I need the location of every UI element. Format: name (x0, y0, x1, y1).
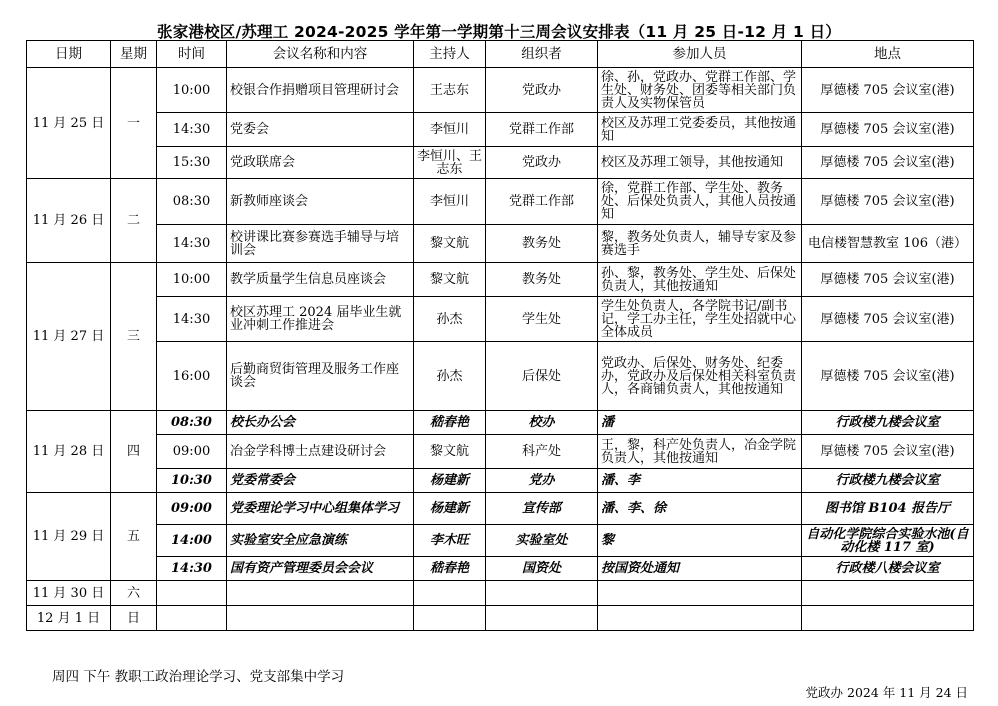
organizer-cell: 国资处 (486, 557, 598, 581)
host-cell: 李恒川 (414, 179, 486, 225)
meeting-name-cell: 校银合作捐赠项目管理研讨会 (227, 68, 414, 113)
organizer-cell: 党政办 (486, 68, 598, 113)
location-cell: 行政楼八楼会议室 (802, 557, 974, 581)
attendees-cell: 校区及苏理工领导，其他按通知 (598, 147, 802, 179)
host-cell: 李恒川、王志东 (414, 147, 486, 179)
time-cell: 14:00 (157, 525, 227, 557)
time-cell: 08:30 (157, 179, 227, 225)
page-title: 张家港校区/苏理工 2024-2025 学年第一学期第十三周会议安排表（11 月 25 日-12 月 1 日） (157, 23, 841, 41)
host-cell: 李恒川 (414, 113, 486, 147)
meeting-name-cell: 教学质量学生信息员座谈会 (227, 263, 414, 297)
attendees-cell: 党政办、后保处、财务处、纪委办，党政办及后保处相关科室负责人，各商铺负责人，其他按通知 (598, 342, 802, 411)
weekday-cell: 六 (111, 581, 157, 606)
weekday-cell: 二 (111, 179, 157, 263)
location-cell: 行政楼九楼会议室 (802, 411, 974, 435)
attendees-cell: 潘、李、徐 (598, 493, 802, 525)
date-cell: 12 月 1 日 (27, 606, 111, 631)
empty-cell (157, 581, 227, 606)
meeting-name-cell: 党委会 (227, 113, 414, 147)
host-cell: 王志东 (414, 68, 486, 113)
empty-cell (227, 581, 414, 606)
time-cell: 09:00 (157, 435, 227, 469)
host-cell: 孙杰 (414, 297, 486, 342)
location-cell: 厚德楼 705 会议室(港) (802, 147, 974, 179)
attendees-cell: 潘 (598, 411, 802, 435)
attendees-cell: 黎 (598, 525, 802, 557)
table-row (27, 606, 974, 631)
organizer-cell: 宣传部 (486, 493, 598, 525)
host-cell: 孙杰 (414, 342, 486, 411)
location-cell: 行政楼九楼会议室 (802, 469, 974, 493)
location-cell: 厚德楼 705 会议室(港) (802, 342, 974, 411)
meeting-name-cell: 党委理论学习中心组集体学习 (227, 493, 414, 525)
table-row (27, 469, 974, 493)
table-row (27, 581, 974, 606)
meeting-name-cell: 冶金学科博士点建设研讨会 (227, 435, 414, 469)
weekday-cell: 一 (111, 68, 157, 179)
table-row (27, 435, 974, 469)
location-cell: 厚德楼 705 会议室(港) (802, 113, 974, 147)
meeting-schedule-table (26, 40, 974, 631)
date-cell: 11 月 25 日 (27, 68, 111, 179)
host-cell: 嵇春艳 (414, 411, 486, 435)
location-cell: 厚德楼 705 会议室(港) (802, 68, 974, 113)
date-cell: 11 月 30 日 (27, 581, 111, 606)
location-cell: 电信楼智慧教室 106（港） (802, 225, 974, 263)
attendees-cell: 徐、孙，党政办、党群工作部、学生处、财务处、团委等相关部门负责人及实物保管员 (598, 68, 802, 113)
table-row (27, 557, 974, 581)
meeting-name-cell: 新教师座谈会 (227, 179, 414, 225)
empty-cell (414, 581, 486, 606)
meeting-name-cell: 校讲课比赛参赛选手辅导与培训会 (227, 225, 414, 263)
table-row (27, 342, 974, 411)
location-cell: 图书馆 B104 报告厅 (802, 493, 974, 525)
header-organizer: 组织者 (486, 41, 598, 68)
attendees-cell: 按国资处通知 (598, 557, 802, 581)
time-cell: 09:00 (157, 493, 227, 525)
attendees-cell: 黎，教务处负责人，辅导专家及参赛选手 (598, 225, 802, 263)
meeting-name-cell: 后勤商贸街管理及服务工作座谈会 (227, 342, 414, 411)
date-cell: 11 月 28 日 (27, 411, 111, 493)
host-cell: 李木旺 (414, 525, 486, 557)
organizer-cell: 学生处 (486, 297, 598, 342)
attendees-cell: 孙、黎，教务处、学生处、后保处负责人，其他按通知 (598, 263, 802, 297)
header-time: 时间 (157, 41, 227, 68)
table-row (27, 525, 974, 557)
meeting-name-cell: 国有资产管理委员会会议 (227, 557, 414, 581)
organizer-cell: 校办 (486, 411, 598, 435)
header-host: 主持人 (414, 41, 486, 68)
header-location: 地点 (802, 41, 974, 68)
empty-cell (227, 606, 414, 631)
location-cell: 自动化学院综合实验水池(自动化楼 117 室) (802, 525, 974, 557)
table-row (27, 493, 974, 525)
empty-cell (414, 606, 486, 631)
time-cell: 10:00 (157, 263, 227, 297)
weekday-cell: 四 (111, 411, 157, 493)
attendees-cell: 王，黎，科产处负责人，冶金学院负责人，其他按通知 (598, 435, 802, 469)
host-cell: 杨建新 (414, 493, 486, 525)
footnote: 周四 下午 教职工政治理论学习、党支部集中学习 (52, 669, 345, 685)
host-cell: 嵇春艳 (414, 557, 486, 581)
host-cell: 黎文航 (414, 263, 486, 297)
organizer-cell: 后保处 (486, 342, 598, 411)
host-cell: 杨建新 (414, 469, 486, 493)
organizer-cell: 实验室处 (486, 525, 598, 557)
location-cell: 厚德楼 705 会议室(港) (802, 297, 974, 342)
meeting-name-cell: 党政联席会 (227, 147, 414, 179)
empty-cell (157, 606, 227, 631)
table-row (27, 179, 974, 225)
weekday-cell: 三 (111, 263, 157, 411)
header-row (27, 41, 974, 68)
empty-cell (598, 606, 802, 631)
meeting-name-cell: 实验室安全应急演练 (227, 525, 414, 557)
table-row (27, 113, 974, 147)
time-cell: 14:30 (157, 297, 227, 342)
table-row (27, 411, 974, 435)
empty-cell (802, 581, 974, 606)
time-cell: 08:30 (157, 411, 227, 435)
weekday-cell: 五 (111, 493, 157, 581)
table-row (27, 263, 974, 297)
location-cell: 厚德楼 705 会议室(港) (802, 179, 974, 225)
table-row (27, 225, 974, 263)
organizer-cell: 党群工作部 (486, 179, 598, 225)
header-date: 日期 (27, 41, 111, 68)
attendees-cell: 徐，党群工作部、学生处、教务处、后保处负责人，其他人员按通知 (598, 179, 802, 225)
organizer-cell: 教务处 (486, 225, 598, 263)
location-cell: 厚德楼 705 会议室(港) (802, 435, 974, 469)
time-cell: 10:00 (157, 68, 227, 113)
empty-cell (486, 581, 598, 606)
header-meeting: 会议名称和内容 (227, 41, 414, 68)
organizer-cell: 科产处 (486, 435, 598, 469)
date-cell: 11 月 26 日 (27, 179, 111, 263)
table-row (27, 147, 974, 179)
table-row (27, 68, 974, 113)
time-cell: 14:30 (157, 113, 227, 147)
attendees-cell: 潘、李 (598, 469, 802, 493)
table-row (27, 297, 974, 342)
host-cell: 黎文航 (414, 225, 486, 263)
date-cell: 11 月 27 日 (27, 263, 111, 411)
meeting-name-cell: 党委常委会 (227, 469, 414, 493)
organizer-cell: 党办 (486, 469, 598, 493)
time-cell: 15:30 (157, 147, 227, 179)
header-weekday: 星期 (111, 41, 157, 68)
location-cell: 厚德楼 705 会议室(港) (802, 263, 974, 297)
meeting-name-cell: 校长办公会 (227, 411, 414, 435)
time-cell: 14:30 (157, 557, 227, 581)
time-cell: 14:30 (157, 225, 227, 263)
organizer-cell: 教务处 (486, 263, 598, 297)
organizer-cell: 党群工作部 (486, 113, 598, 147)
organizer-cell: 党政办 (486, 147, 598, 179)
empty-cell (802, 606, 974, 631)
header-attendees: 参加人员 (598, 41, 802, 68)
empty-cell (598, 581, 802, 606)
attendees-cell: 校区及苏理工党委委员，其他按通知 (598, 113, 802, 147)
signoff: 党政办 2024 年 11 月 24 日 (805, 685, 968, 700)
meeting-name-cell: 校区苏理工 2024 届毕业生就业冲刺工作推进会 (227, 297, 414, 342)
time-cell: 16:00 (157, 342, 227, 411)
attendees-cell: 学生处负责人，各学院书记/副书记，学工办主任，学生处招就中心全体成员 (598, 297, 802, 342)
date-cell: 11 月 29 日 (27, 493, 111, 581)
time-cell: 10:30 (157, 469, 227, 493)
empty-cell (486, 606, 598, 631)
host-cell: 黎文航 (414, 435, 486, 469)
weekday-cell: 日 (111, 606, 157, 631)
